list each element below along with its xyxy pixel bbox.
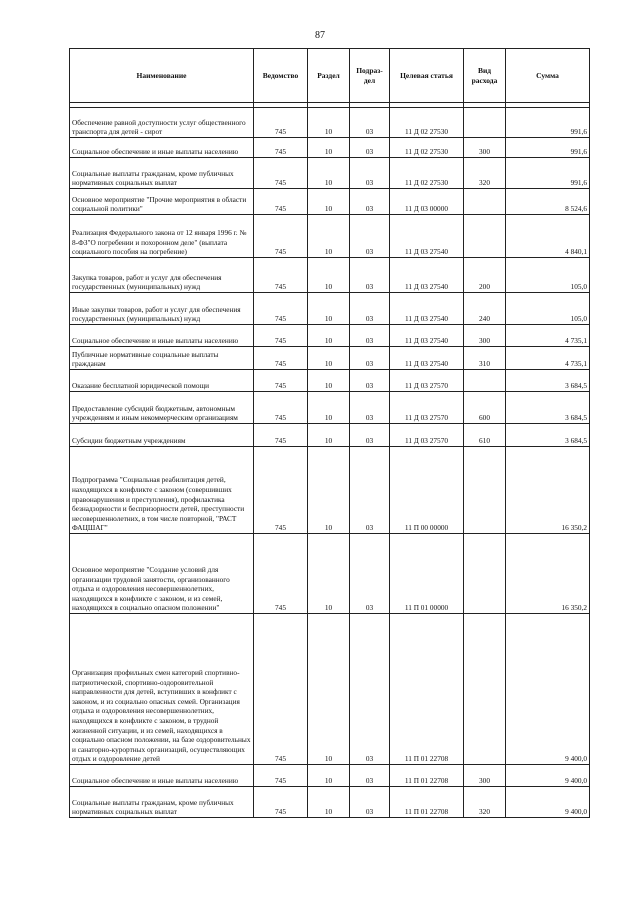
cell-subsection: 03 bbox=[350, 258, 390, 293]
cell-amount: 9 400,0 bbox=[506, 614, 590, 765]
cell-expense-type: 300 bbox=[464, 138, 506, 158]
budget-table bbox=[69, 48, 590, 818]
cell-department: 745 bbox=[254, 189, 308, 215]
cell-subsection: 03 bbox=[350, 392, 390, 424]
cell-expense-type: 200 bbox=[464, 258, 506, 293]
cell-name: Социальное обеспечение и иные выплаты населению bbox=[70, 765, 254, 787]
cell-name: Субсидии бюджетным учреждениям bbox=[70, 424, 254, 447]
table-row bbox=[70, 534, 590, 614]
cell-name: Публичные нормативные социальные выплаты гражданам bbox=[70, 347, 254, 370]
cell-target: 11 Д 02 27530 bbox=[390, 108, 464, 138]
cell-expense-type bbox=[464, 215, 506, 258]
cell-expense-type: 310 bbox=[464, 347, 506, 370]
cell-amount: 3 684,5 bbox=[506, 392, 590, 424]
cell-subsection: 03 bbox=[350, 108, 390, 138]
cell-subsection: 03 bbox=[350, 189, 390, 215]
cell-target: 11 П 01 22708 bbox=[390, 765, 464, 787]
cell-amount: 4 840,1 bbox=[506, 215, 590, 258]
cell-subsection: 03 bbox=[350, 614, 390, 765]
cell-department: 745 bbox=[254, 215, 308, 258]
cell-amount: 105,0 bbox=[506, 293, 590, 325]
cell-subsection: 03 bbox=[350, 293, 390, 325]
cell-department: 745 bbox=[254, 534, 308, 614]
cell-amount: 8 524,6 bbox=[506, 189, 590, 215]
cell-target: 11 Д 03 27570 bbox=[390, 370, 464, 392]
cell-name: Иные закупки товаров, работ и услуг для обеспечения государственных (муниципальных) нужд bbox=[70, 293, 254, 325]
cell-expense-type bbox=[464, 534, 506, 614]
cell-section: 10 bbox=[308, 787, 350, 818]
cell-name: Социальное обеспечение и иные выплаты населению bbox=[70, 138, 254, 158]
table-row bbox=[70, 189, 590, 215]
cell-target: 11 Д 03 27540 bbox=[390, 325, 464, 347]
table-row bbox=[70, 215, 590, 258]
cell-name: Обеспечение равной доступности услуг общественного транспорта для детей - сирот bbox=[70, 108, 254, 138]
cell-expense-type: 600 bbox=[464, 392, 506, 424]
cell-subsection: 03 bbox=[350, 215, 390, 258]
cell-amount: 4 735,1 bbox=[506, 325, 590, 347]
cell-expense-type bbox=[464, 370, 506, 392]
table-row bbox=[70, 158, 590, 189]
cell-target: 11 Д 02 27530 bbox=[390, 138, 464, 158]
cell-section: 10 bbox=[308, 138, 350, 158]
cell-amount: 991,6 bbox=[506, 108, 590, 138]
cell-amount: 4 735,1 bbox=[506, 347, 590, 370]
cell-section: 10 bbox=[308, 293, 350, 325]
table-row bbox=[70, 424, 590, 447]
cell-amount: 9 400,0 bbox=[506, 765, 590, 787]
cell-section: 10 bbox=[308, 392, 350, 424]
cell-target: 11 Д 03 27540 bbox=[390, 293, 464, 325]
cell-section: 10 bbox=[308, 108, 350, 138]
cell-expense-type bbox=[464, 614, 506, 765]
cell-section: 10 bbox=[308, 347, 350, 370]
table-row bbox=[70, 108, 590, 138]
cell-section: 10 bbox=[308, 765, 350, 787]
page-number: 87 bbox=[315, 30, 325, 41]
cell-section: 10 bbox=[308, 325, 350, 347]
cell-amount: 991,6 bbox=[506, 138, 590, 158]
cell-department: 745 bbox=[254, 108, 308, 138]
cell-subsection: 03 bbox=[350, 138, 390, 158]
cell-amount: 105,0 bbox=[506, 258, 590, 293]
cell-target: 11 Д 03 27570 bbox=[390, 424, 464, 447]
header-row bbox=[70, 49, 590, 103]
cell-name: Социальное обеспечение и иные выплаты населению bbox=[70, 325, 254, 347]
cell-amount: 9 400,0 bbox=[506, 787, 590, 818]
cell-name: Реализация Федерального закона от 12 января 1996 г. № 8-ФЗ"О погребении и похоронном деле" (выплата социального пособия на погребение) bbox=[70, 215, 254, 258]
cell-expense-type: 320 bbox=[464, 158, 506, 189]
cell-target: 11 Д 03 00000 bbox=[390, 189, 464, 215]
header-department: Ведомство bbox=[254, 49, 308, 103]
cell-department: 745 bbox=[254, 325, 308, 347]
table-row bbox=[70, 258, 590, 293]
cell-subsection: 03 bbox=[350, 447, 390, 534]
cell-department: 745 bbox=[254, 392, 308, 424]
cell-name: Оказание бесплатной юридической помощи bbox=[70, 370, 254, 392]
cell-expense-type bbox=[464, 108, 506, 138]
cell-amount: 3 684,5 bbox=[506, 424, 590, 447]
cell-name: Основное мероприятие "Создание условий для организации трудовой занятости, организованного отдыха и оздоровления несовершеннолетних, находящихся в конфликте с законом, и из семей, находящихся в социально опасном положении" bbox=[70, 534, 254, 614]
cell-department: 745 bbox=[254, 447, 308, 534]
cell-section: 10 bbox=[308, 215, 350, 258]
cell-target: 11 Д 03 27540 bbox=[390, 215, 464, 258]
cell-amount: 16 350,2 bbox=[506, 447, 590, 534]
cell-department: 745 bbox=[254, 138, 308, 158]
cell-expense-type: 300 bbox=[464, 325, 506, 347]
cell-name: Основное мероприятие "Прочие мероприятия в области социальной политики" bbox=[70, 189, 254, 215]
cell-target: 11 Д 02 27530 bbox=[390, 158, 464, 189]
cell-expense-type: 240 bbox=[464, 293, 506, 325]
cell-expense-type bbox=[464, 189, 506, 215]
cell-target: 11 П 01 22708 bbox=[390, 614, 464, 765]
header-subsection: Подраз- дел bbox=[350, 49, 390, 103]
cell-name: Закупка товаров, работ и услуг для обеспечения государственных (муниципальных) нужд bbox=[70, 258, 254, 293]
cell-subsection: 03 bbox=[350, 787, 390, 818]
cell-section: 10 bbox=[308, 158, 350, 189]
cell-amount: 3 684,5 bbox=[506, 370, 590, 392]
cell-target: 11 П 00 00000 bbox=[390, 447, 464, 534]
table-row bbox=[70, 614, 590, 765]
table-row bbox=[70, 325, 590, 347]
cell-expense-type: 320 bbox=[464, 787, 506, 818]
cell-subsection: 03 bbox=[350, 347, 390, 370]
cell-department: 745 bbox=[254, 158, 308, 189]
cell-subsection: 03 bbox=[350, 534, 390, 614]
cell-subsection: 03 bbox=[350, 158, 390, 189]
cell-section: 10 bbox=[308, 424, 350, 447]
cell-department: 745 bbox=[254, 293, 308, 325]
cell-department: 745 bbox=[254, 787, 308, 818]
cell-subsection: 03 bbox=[350, 370, 390, 392]
cell-target: 11 П 01 22708 bbox=[390, 787, 464, 818]
header-name: Наименование bbox=[70, 49, 254, 103]
cell-name: Организация профильных смен категорий спортивно-патриотической, спортивно-оздоровительной направленности для детей, вступивших в конфликт с законом, и из социально опасных семей. Организация отдыха и оздоровления несовершеннолетних, находящихся в конфликте с законом, в трудной жизненной ситуации, и из семей, находящихся в социально опасном положении, на базе оздоровительных и санаторно-курортных организаций, осуществляющих отдых и оздоровление детей bbox=[70, 614, 254, 765]
header-expense-type: Вид расхода bbox=[464, 49, 506, 103]
cell-department: 745 bbox=[254, 370, 308, 392]
cell-amount: 16 350,2 bbox=[506, 534, 590, 614]
cell-name: Социальные выплаты гражданам, кроме публичных нормативных социальных выплат bbox=[70, 787, 254, 818]
cell-expense-type: 300 bbox=[464, 765, 506, 787]
cell-subsection: 03 bbox=[350, 325, 390, 347]
table-row bbox=[70, 392, 590, 424]
cell-section: 10 bbox=[308, 258, 350, 293]
cell-target: 11 Д 03 27540 bbox=[390, 347, 464, 370]
table-row bbox=[70, 138, 590, 158]
cell-department: 745 bbox=[254, 614, 308, 765]
cell-section: 10 bbox=[308, 447, 350, 534]
cell-amount: 991,6 bbox=[506, 158, 590, 189]
table-row bbox=[70, 447, 590, 534]
cell-department: 745 bbox=[254, 765, 308, 787]
cell-name: Социальные выплаты гражданам, кроме публичных нормативных социальных выплат bbox=[70, 158, 254, 189]
cell-section: 10 bbox=[308, 614, 350, 765]
table-row bbox=[70, 370, 590, 392]
table-row bbox=[70, 765, 590, 787]
cell-section: 10 bbox=[308, 534, 350, 614]
cell-subsection: 03 bbox=[350, 424, 390, 447]
cell-target: 11 Д 03 27540 bbox=[390, 258, 464, 293]
header-section: Раздел bbox=[308, 49, 350, 103]
cell-department: 745 bbox=[254, 347, 308, 370]
cell-section: 10 bbox=[308, 370, 350, 392]
cell-department: 745 bbox=[254, 258, 308, 293]
cell-target: 11 Д 03 27570 bbox=[390, 392, 464, 424]
table-row bbox=[70, 347, 590, 370]
cell-expense-type: 610 bbox=[464, 424, 506, 447]
header-amount: Сумма bbox=[506, 49, 590, 103]
table-row bbox=[70, 293, 590, 325]
cell-name: Подпрограмма "Социальная реабилитация детей, находящихся в конфликте с законом (совершивших правонарушения и преступления), профилактика безнадзорности и беспризорности детей, преступности несовершеннолетних, в том числе повторной, "РАСТ ФАЦШАГ" bbox=[70, 447, 254, 534]
table-row bbox=[70, 787, 590, 818]
cell-section: 10 bbox=[308, 189, 350, 215]
cell-subsection: 03 bbox=[350, 765, 390, 787]
cell-target: 11 П 01 00000 bbox=[390, 534, 464, 614]
cell-department: 745 bbox=[254, 424, 308, 447]
header-target: Целевая статья bbox=[390, 49, 464, 103]
cell-name: Предоставление субсидий бюджетным, автономным учреждениям и иным некоммерческим организациям bbox=[70, 392, 254, 424]
cell-expense-type bbox=[464, 447, 506, 534]
